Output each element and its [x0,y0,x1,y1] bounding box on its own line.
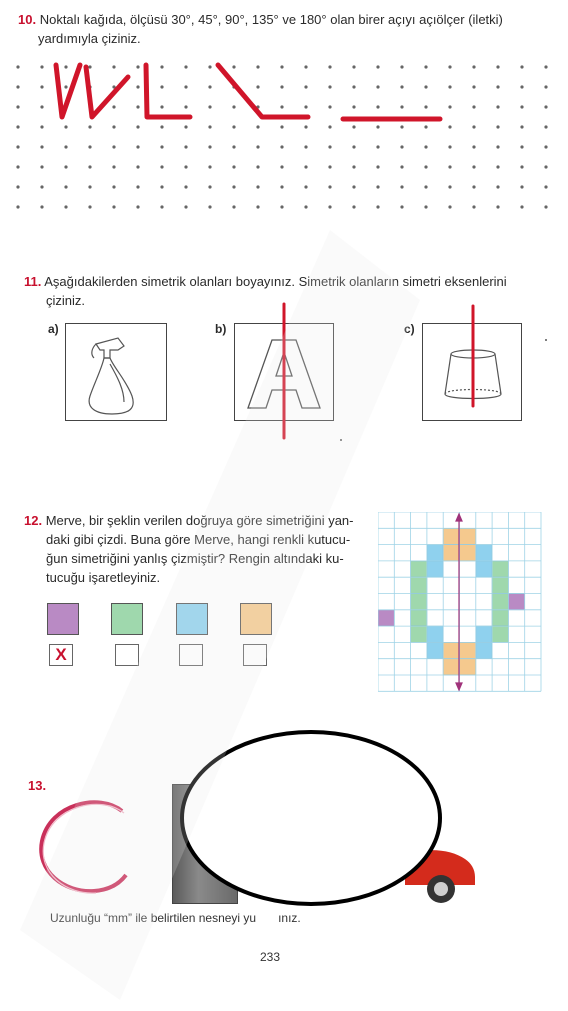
grid-cell-green [411,594,427,610]
orange-swatch [240,603,272,635]
question-number: 11. [24,274,42,289]
grid-cell-purple [378,610,394,626]
green-checkbox[interactable] [115,644,139,666]
grid-cell-green [492,626,508,642]
grid-cell-green [492,577,508,593]
dotted-paper[interactable] [0,55,568,220]
question-number: 10. [18,12,37,27]
grid-cell-green [411,577,427,593]
question-number: 13. [28,778,47,793]
grid-cell-blue [427,642,443,658]
question-12-text [24,511,374,587]
grid-cell-blue [476,545,492,561]
student-symmetry-axes [0,300,568,445]
grid-cell-green [411,561,427,577]
caption-text: ınız. [278,911,301,925]
item-c-label: c) [404,322,415,336]
grid-cell-blue [427,561,443,577]
grid-cell-green [492,561,508,577]
question-text-line: daki gibi çizdi. Buna göre Merve, hangi renkli kutucu- [46,532,351,547]
grid-cell-green [411,610,427,626]
symmetry-grid-figure [378,512,542,692]
angle-45-drawing [86,67,128,117]
grid-cell-orange [443,528,459,544]
blue-checkbox[interactable] [179,644,203,666]
question-text-line: yardımıyla çiziniz. [38,31,141,46]
grid-cell-orange [443,642,459,658]
grid-cell-orange [460,642,476,658]
colored-cells [378,528,525,675]
grid-cell-blue [476,642,492,658]
question-text-line: Noktalı kağıda, ölçüsü 30°, 45°, 90°, 135° ve 180° olan birer açıyı açıölçer (iletki) [39,12,503,27]
grid-cell-blue [427,626,443,642]
purple-swatch [47,603,79,635]
question-text-line: tucuğu işaretleyiniz. [46,570,161,585]
grid-cell-orange [460,659,476,675]
grid-cell-orange [443,659,459,675]
grid-cell-orange [460,545,476,561]
black-oval-overlay [178,728,444,908]
ring-icon [30,795,140,900]
question-13-caption [50,911,301,925]
angle-135-drawing [218,65,308,117]
caption-text: Uzunluğu “mm” ile belirtilen nesneyi yu [50,911,257,925]
question-text-line: çiziniz. [46,293,86,308]
grid-cell-green [492,610,508,626]
dot-grid [16,65,547,208]
grid-cell-blue [427,545,443,561]
orange-checkbox[interactable] [243,644,267,666]
grid-cell-blue [476,561,492,577]
grid-cell-orange [443,545,459,561]
item-a-label: a) [48,322,59,336]
question-text-line: Merve, bir şeklin verilen doğruya göre simetriğini yan- [45,513,354,528]
question-10-text [18,10,558,48]
green-swatch [111,603,143,635]
question-number: 12. [24,513,43,528]
grid-cell-purple [508,594,524,610]
angle-30-drawing [56,65,80,117]
grid-cell-blue [476,626,492,642]
question-text-line: Aşağıdakilerden simetrik olanları boyayınız. Simetrik olanların simetri eksenlerini [44,274,507,289]
question-text-line: ğun simetriğini yanlış çizmiştir? Rengin altındaki ku- [46,551,344,566]
blue-swatch [176,603,208,635]
grid-cell-green [411,626,427,642]
item-b-label: b) [215,322,227,336]
grid-cell-green [492,594,508,610]
grid-cell-orange [460,528,476,544]
angle-90-drawing [146,65,190,117]
page-number: 233 [259,950,281,964]
purple-checkbox[interactable]: X [49,644,73,666]
handdrawn-angles [56,65,440,119]
